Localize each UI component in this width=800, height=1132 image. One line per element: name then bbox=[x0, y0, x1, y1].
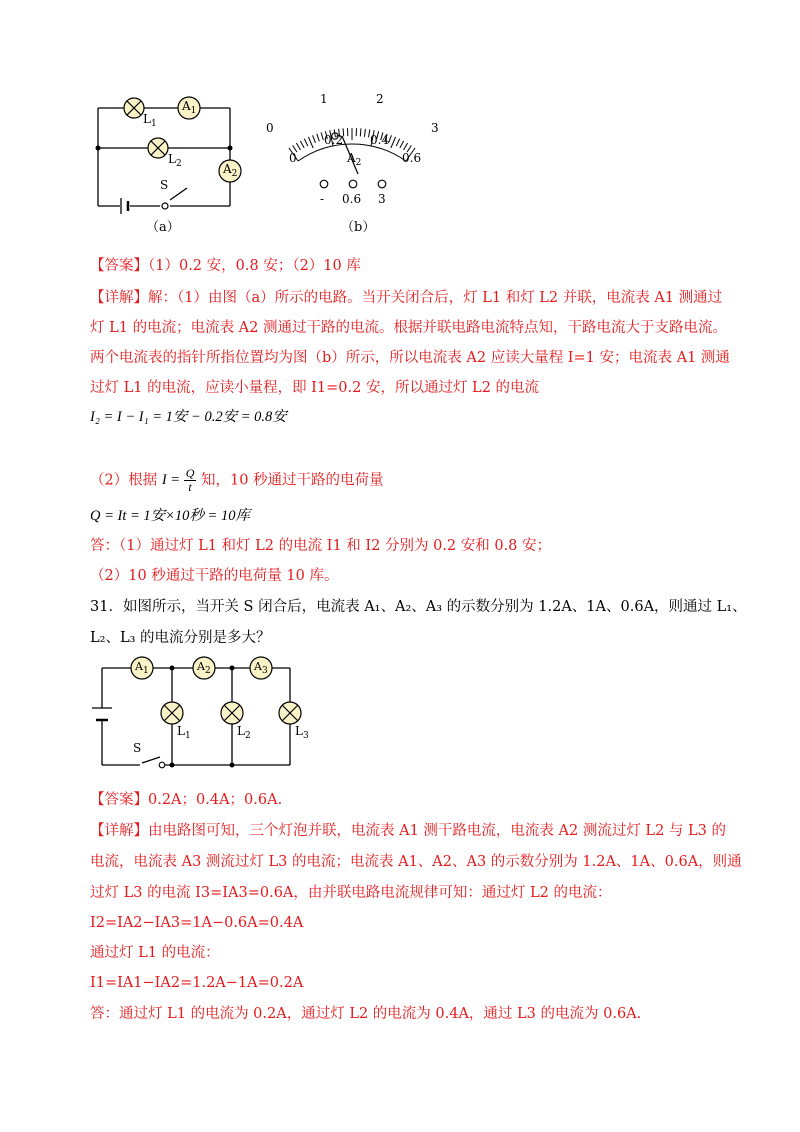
dial-tick bbox=[404, 143, 408, 150]
dial-tick bbox=[313, 135, 316, 142]
fig-a-a2-label: $A_2$ bbox=[223, 162, 238, 179]
q30-detail-line-1: 【详解】解：（1）由图（a）所示的电路。当开关闭合后，灯 L1 和灯 L2 并联，电流表 A1 测通过 bbox=[90, 290, 723, 306]
dial-bottom-0-6: 0.6 bbox=[402, 151, 422, 165]
fig-a-l1-label: $L_1$ bbox=[143, 112, 157, 129]
dial-tick bbox=[400, 141, 404, 148]
terminal-0-6-label: 0.6 bbox=[342, 192, 362, 206]
dial-bottom-0-4: 0.4 bbox=[370, 133, 390, 147]
q30-formula-2: Q = It = 1安×10秒 = 10库 bbox=[90, 508, 250, 524]
q31-detail-line-6: I1=IA1−IA2=1.2A−1A=0.2A bbox=[90, 975, 304, 991]
dial-bottom-0: 0 bbox=[289, 151, 297, 165]
q31-detail-line-3: 过灯 L3 的电流 I3=IA3=0.6A，由并联电路电流规律可知：通过灯 L2 的电流： bbox=[90, 885, 612, 901]
fig-a-a1-label: $A_1$ bbox=[182, 99, 197, 116]
fig-b-caption: （b） bbox=[341, 220, 376, 235]
terminal-minus-label: - bbox=[320, 192, 325, 206]
q31-detail-line-2: 电流，电流表 A3 测流过灯 L3 的电流；电流表 A1、A2、A3 的示数分别为 1.2A、1A、0.6A，则通 bbox=[90, 854, 742, 870]
fig-a-l2-label: $L_2$ bbox=[168, 152, 182, 169]
fig-a-switch-label: S bbox=[160, 178, 169, 192]
dial-tick bbox=[317, 134, 320, 142]
dial-meter-label: $A_2$ bbox=[347, 151, 362, 168]
dial-tick bbox=[343, 128, 344, 136]
q31-question-line-2: L₂、L₃ 的电流分别是多大？ bbox=[90, 630, 271, 646]
q31-l2-label: $L_2$ bbox=[237, 724, 251, 741]
dial-top-3: 3 bbox=[431, 121, 439, 135]
dial-bottom-0-2: 0.2 bbox=[324, 133, 344, 147]
dial-tick bbox=[396, 139, 399, 146]
q31-l1-label: $L_1$ bbox=[177, 724, 191, 741]
q30-detail-line-4: 过灯 L1 的电流，应读小量程，即 I1=0.2 安，所以通过灯 L2 的电流 bbox=[90, 380, 540, 396]
q30-answer: 【答案】（1）0.2 安，0.8 安；（2）10 库 bbox=[90, 258, 361, 274]
q31-a1-label: $A_1$ bbox=[135, 660, 149, 676]
q31-question-line-1: 31．如图所示，当开关 S 闭合后，电流表 A₁、A₂、A₃ 的示数分别为 1.2A、1A、0.6A，则通过 L₁、 bbox=[90, 599, 747, 615]
q31-detail-line-1: 【详解】由电路图可知，三个灯泡并联，电流表 A1 测干路电流，电流表 A2 测流过灯 L2 与 L3 的 bbox=[90, 823, 726, 839]
dial-tick bbox=[321, 132, 323, 140]
q31-detail-line-5: 通过灯 L1 的电流： bbox=[90, 945, 220, 961]
q30-detail-line-2: 灯 L1 的电流；电流表 A2 测通过干路的电流。根据并联电路电流特点知，干路电流大于支路电流。 bbox=[90, 320, 727, 336]
dial-tick bbox=[296, 143, 300, 150]
q31-answer: 【答案】0.2A；0.4A；0.6A. bbox=[90, 792, 283, 808]
dial-tick bbox=[308, 137, 313, 148]
dial-tick bbox=[364, 129, 365, 137]
q30-formula-1: I₂ = I − I₁ = 1安 − 0.2安 = 0.8安 bbox=[90, 409, 287, 425]
q30-part2-line: （2）根据 I = $\frac{Q}{t}$ 知，10 秒通过干路的电荷量 bbox=[90, 466, 384, 494]
q31-a2-label: $A_2$ bbox=[197, 660, 211, 676]
q30-part2-formula: I = $\frac{Q}{t}$ bbox=[161, 466, 195, 494]
q31-l3-label: $L_3$ bbox=[295, 724, 309, 741]
q31-a3-label: $A_3$ bbox=[254, 660, 268, 676]
dial-tick bbox=[391, 137, 396, 148]
dial-top-1: 1 bbox=[320, 92, 328, 106]
dial-top-2: 2 bbox=[376, 92, 384, 106]
q31-switch-label: S bbox=[133, 741, 142, 755]
q30-detail-line-3: 两个电流表的指针所指位置均为图（b）所示，所以电流表 A2 应读大量程 I=1 安；电流表 A1 测通 bbox=[90, 350, 730, 366]
q30-conclusion-2: （2）10 秒通过干路的电荷量 10 库。 bbox=[90, 568, 339, 584]
q31-detail-line-7: 答：通过灯 L1 的电流为 0.2A，通过灯 L2 的电流为 0.4A，通过 L3 的电流为 0.6A. bbox=[90, 1006, 642, 1022]
dial-top-0: 0 bbox=[266, 121, 274, 135]
terminal-3-label: 3 bbox=[378, 192, 386, 206]
dial-tick bbox=[360, 128, 361, 136]
fig-a-caption: （a） bbox=[146, 220, 180, 235]
dial-tick bbox=[304, 139, 307, 146]
dial-tick bbox=[300, 141, 304, 148]
q30-conclusion-1: 答：（1）通过灯 L1 和灯 L2 的电流 I1 和 I2 分别为 0.2 安和 0.8 安； bbox=[90, 538, 552, 554]
q31-detail-line-4: I2=IA2−IA3=1A−0.6A=0.4A bbox=[90, 915, 304, 931]
